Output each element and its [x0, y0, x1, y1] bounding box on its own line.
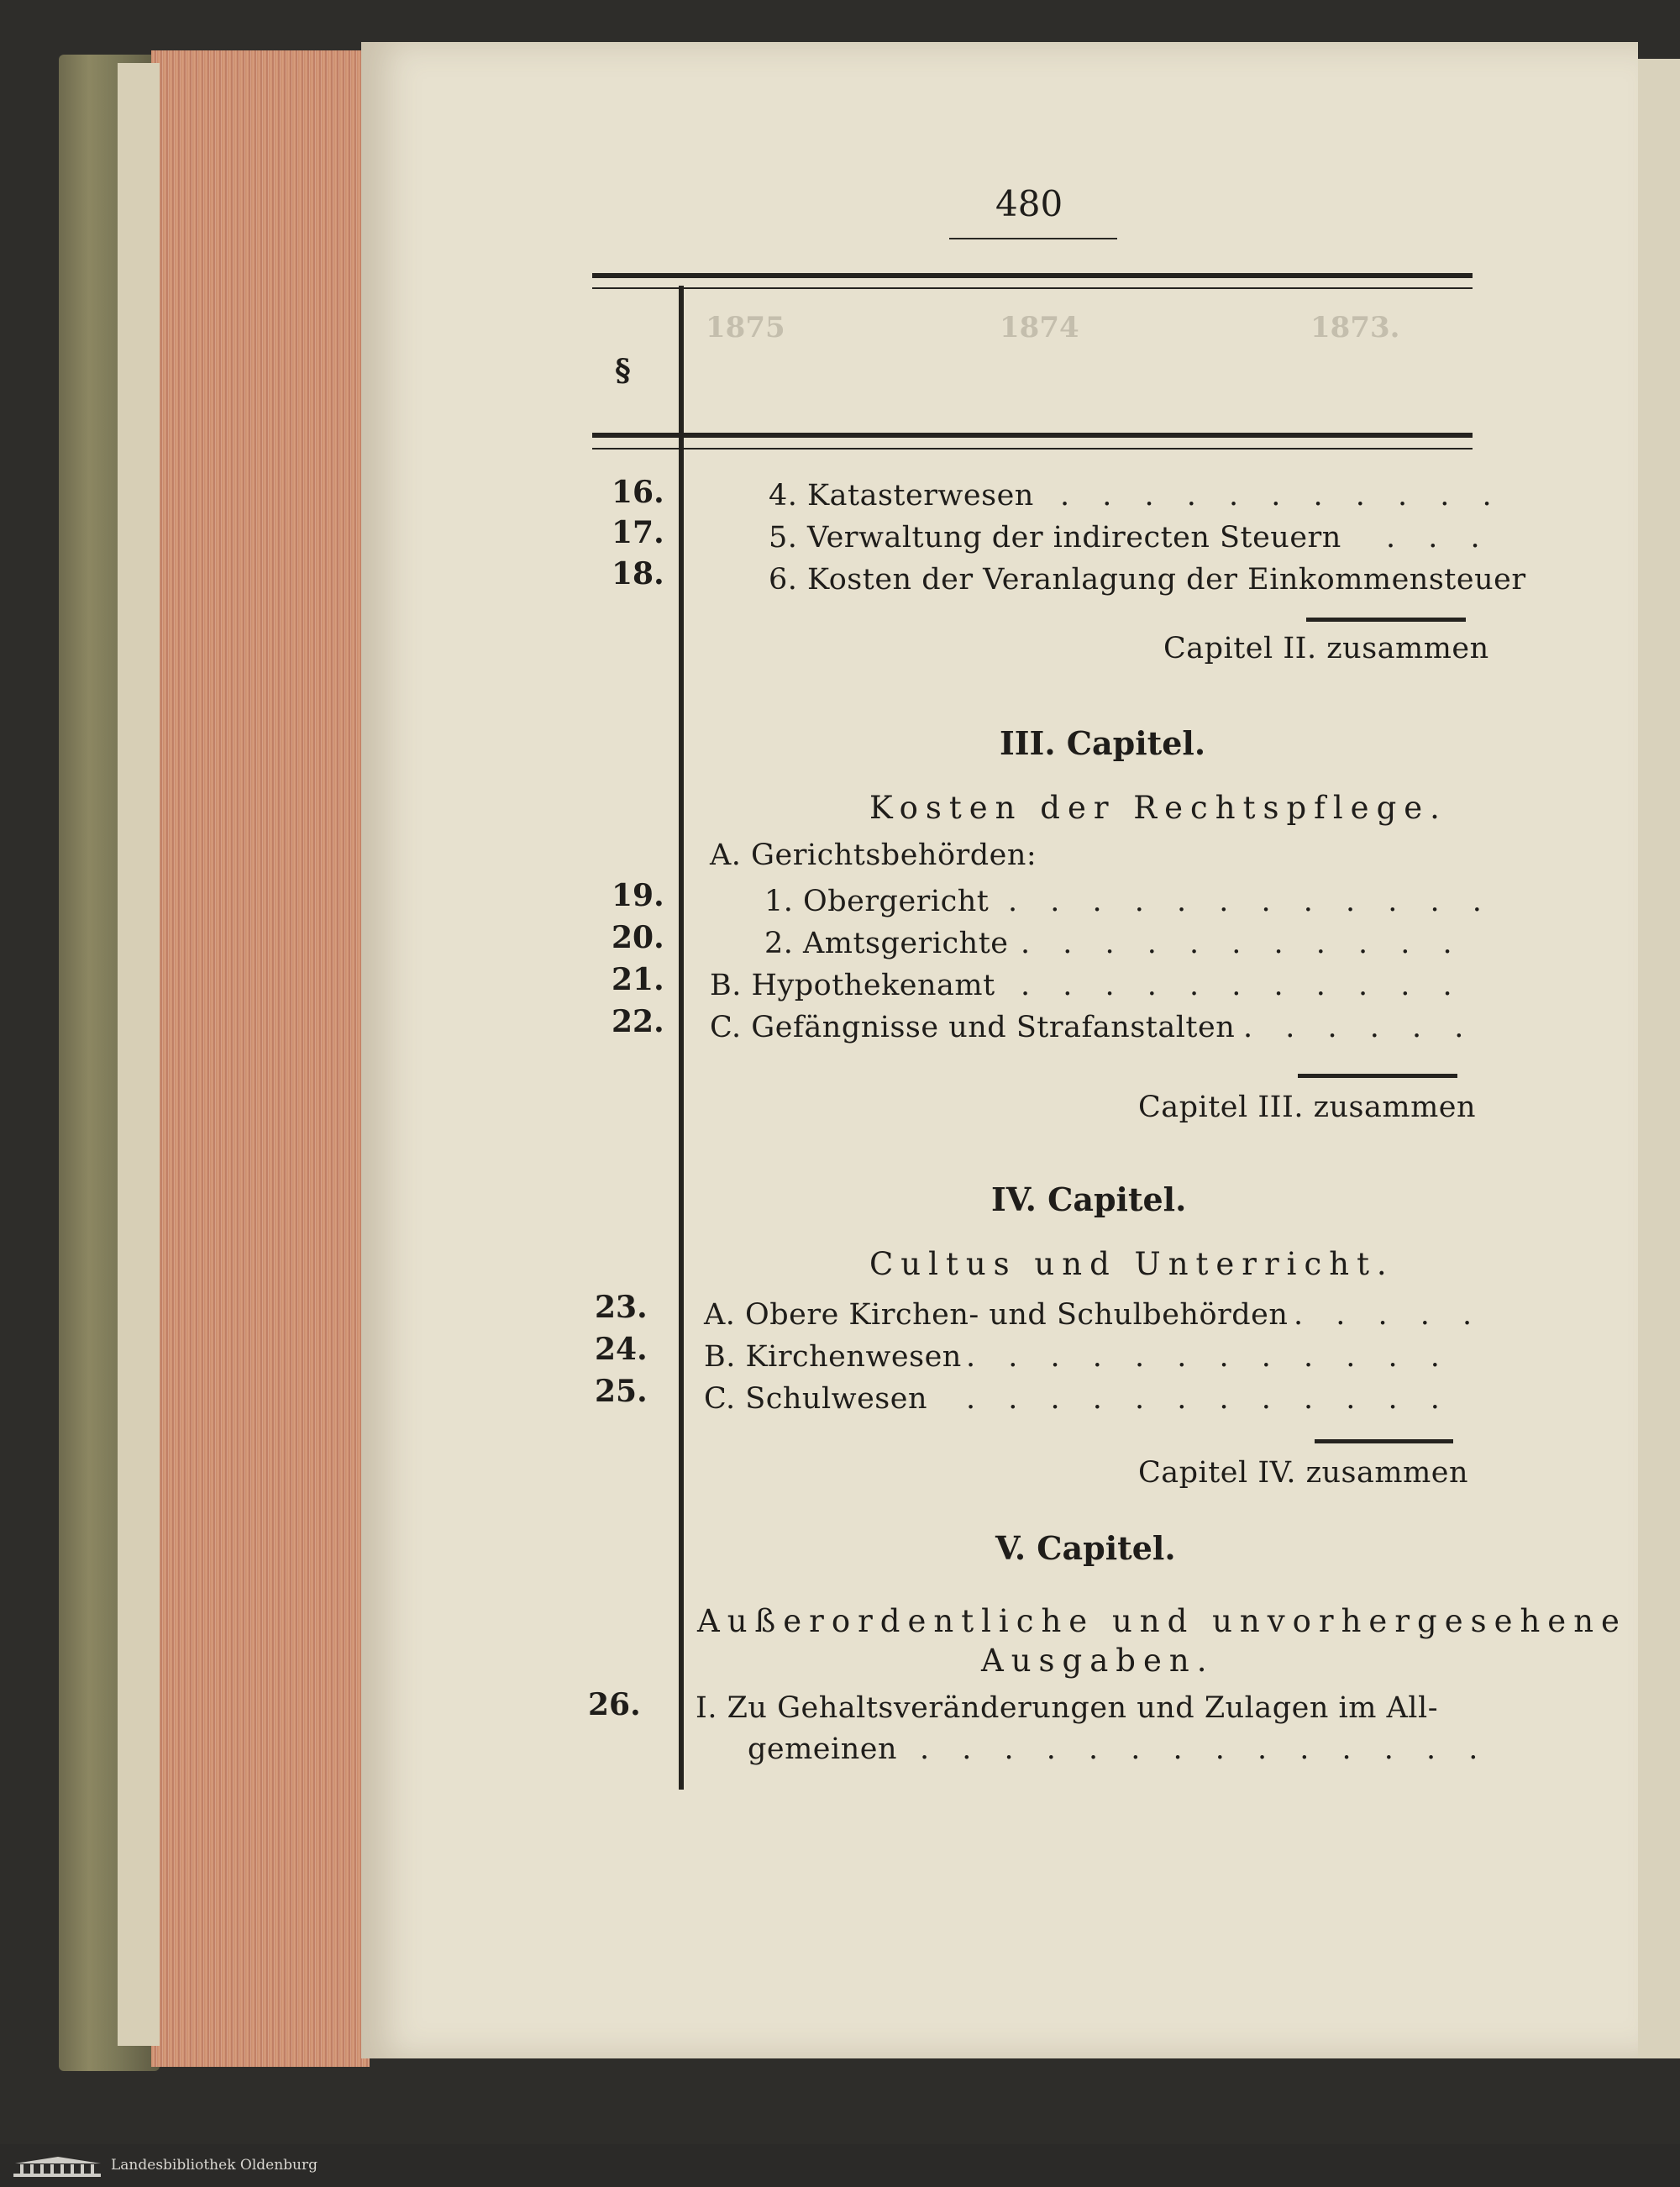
- row-label: 5. Verwaltung der indirecten Steuern: [769, 521, 1341, 555]
- row-label: B. Hypothekenamt: [710, 969, 995, 1002]
- row-label: B. Kirchenwesen: [704, 1340, 962, 1374]
- row-label: 6. Kosten der Veranlagung der Einkommensteuer: [769, 563, 1526, 597]
- row-number: 25.: [595, 1374, 648, 1409]
- row-label: 1. Obergericht: [764, 885, 990, 918]
- row-number: 24.: [595, 1332, 648, 1367]
- row-label: I. Zu Gehaltsveränderungen und Zulagen im All-: [696, 1691, 1439, 1725]
- subtotal-rule: [1298, 1074, 1457, 1078]
- column-divider: [679, 286, 684, 1790]
- row-number: 19.: [612, 878, 664, 913]
- library-building-icon: [12, 2155, 104, 2179]
- bleed-through-decoration: 1873.: [1310, 311, 1400, 344]
- row-label: C. Gefängnisse und Strafanstalten: [710, 1011, 1236, 1044]
- row-number: 22.: [612, 1004, 664, 1039]
- row-label: 4. Katasterwesen: [769, 479, 1034, 513]
- chapter-total: Capitel III. zusammen: [1138, 1091, 1477, 1124]
- table-header-rule: [592, 433, 1473, 438]
- section-heading: A. Gerichtsbehörden:: [710, 839, 1037, 872]
- page-number-rule: [949, 238, 1117, 239]
- row-leader-dots: . . . . . . . . . . . . . .: [920, 1732, 1490, 1766]
- row-leader-dots: . . . . . . . . . . .: [1021, 927, 1464, 960]
- row-leader-dots: . . . . .: [1294, 1298, 1484, 1332]
- right-page-edge: [1636, 59, 1680, 2058]
- subtotal-rule: [1315, 1439, 1453, 1443]
- row-leader-dots: . . . . . . . . . . .: [1060, 479, 1504, 513]
- chapter-title-continued: Ausgaben.: [981, 1643, 1215, 1679]
- page-edges: [151, 50, 370, 2067]
- row-leader-dots: . . . . . . . . . . . .: [966, 1382, 1452, 1416]
- row-number: 16.: [612, 475, 664, 510]
- bleed-through-decoration: 1874: [1000, 311, 1079, 344]
- chapter-title: Kosten der Rechtspflege.: [869, 790, 1447, 826]
- row-number: 21.: [612, 962, 664, 997]
- chapter-total: Capitel II. zusammen: [1163, 632, 1489, 665]
- row-number: 26.: [588, 1687, 641, 1722]
- row-leader-dots: . . . . . . . . . . . .: [966, 1340, 1452, 1374]
- row-leader-dots: . . . . . . . . . . .: [1021, 969, 1464, 1002]
- row-label: A. Obere Kirchen- und Schulbehörden: [704, 1298, 1289, 1332]
- chapter-title: Cultus und Unterricht.: [869, 1246, 1394, 1282]
- chapter-heading: IV. Capitel.: [991, 1180, 1187, 1218]
- endpaper: [118, 63, 160, 2046]
- row-number: 23.: [595, 1290, 648, 1325]
- row-leader-dots: . . . . . . . . . . . .: [1008, 885, 1494, 918]
- row-label: 2. Amtsgerichte: [764, 927, 1009, 960]
- row-number: 20.: [612, 920, 664, 955]
- row-number: 18.: [612, 556, 664, 591]
- row-label: C. Schulwesen: [704, 1382, 928, 1416]
- table-top-rule-thin: [592, 287, 1473, 289]
- subtotal-rule: [1306, 618, 1466, 622]
- table-header-rule-thin: [592, 448, 1473, 449]
- bleed-through-decoration: 1875: [706, 311, 785, 344]
- chapter-total: Capitel IV. zusammen: [1138, 1456, 1469, 1490]
- row-number: 17.: [612, 515, 664, 550]
- row-label-continued: gemeinen: [748, 1732, 898, 1766]
- chapter-heading: III. Capitel.: [1000, 724, 1206, 762]
- row-leader-dots: . . . . . .: [1243, 1011, 1476, 1044]
- table-top-rule: [592, 273, 1473, 278]
- chapter-heading: V. Capitel.: [995, 1529, 1176, 1567]
- page-number: 480: [995, 183, 1063, 224]
- library-credit: Landesbibliothek Oldenburg: [111, 2157, 318, 2174]
- row-leader-dots: . . .: [1386, 521, 1492, 555]
- chapter-title: Außerordentliche und unvorhergesehene: [697, 1603, 1627, 1639]
- paragraph-sign-header: §: [615, 353, 631, 388]
